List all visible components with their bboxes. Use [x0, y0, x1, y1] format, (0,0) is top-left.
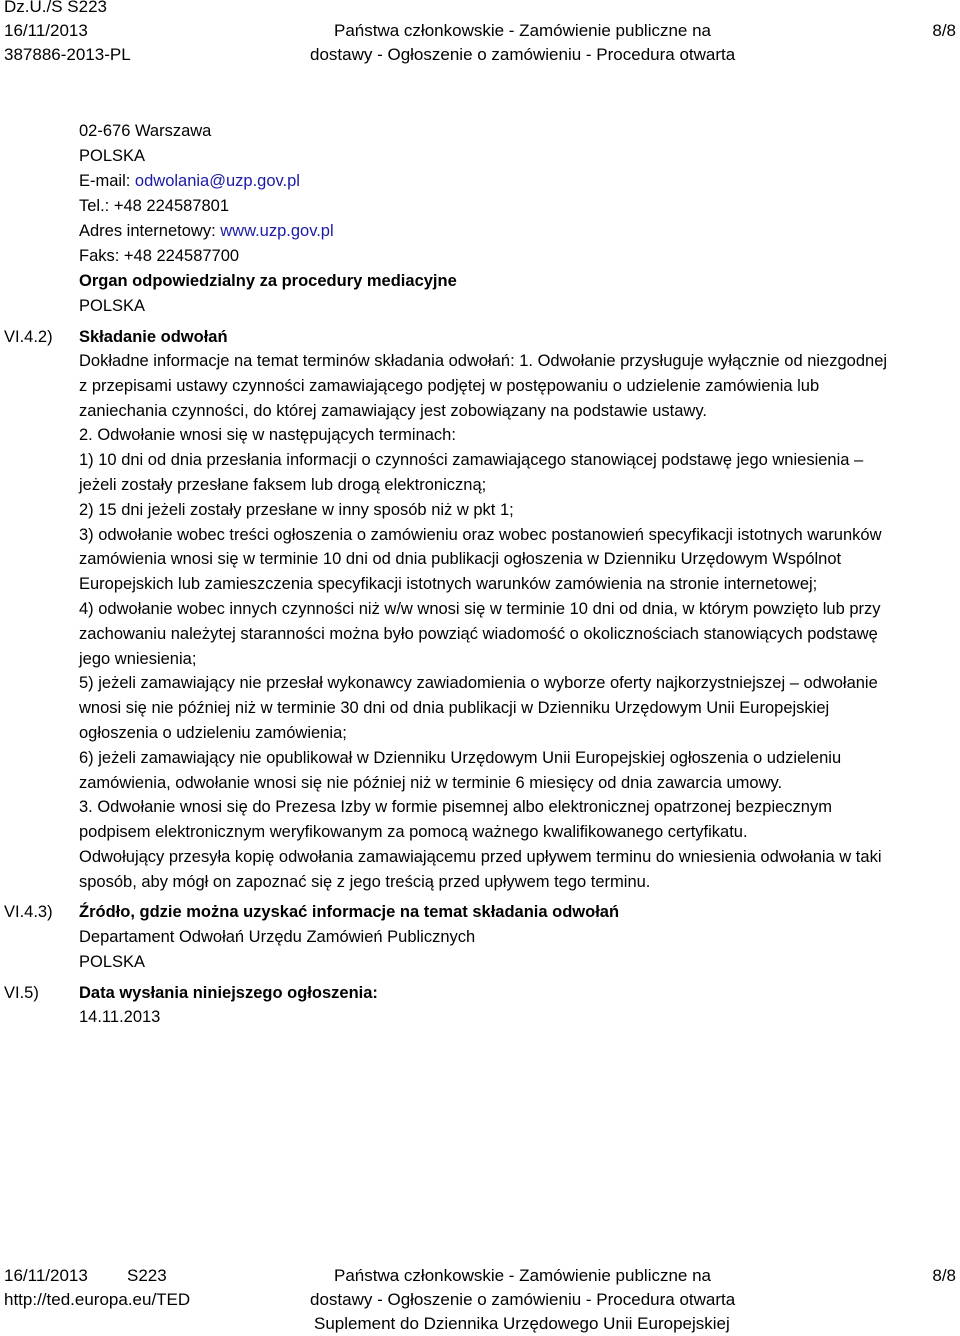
section-vi42-heading: Składanie odwołań	[79, 328, 228, 346]
header-page-number: 8/8	[932, 21, 956, 40]
section-vi42-line: 2. Odwołanie wnosi się w następujących terminach:	[79, 426, 456, 445]
mediation-country: POLSKA	[79, 297, 146, 315]
section-vi43-heading: Źródło, gdzie można uzyskać informacje na temat składania odwołań	[79, 903, 620, 921]
address-city: 02-676 Warszawa	[79, 122, 212, 140]
email-link[interactable]: odwolania@uzp.gov.pl	[134, 172, 300, 190]
section-vi42-line: Dokładne informacje na temat terminów składania odwołań: 1. Odwołanie przysługuje wyłącznie od niezgodnej	[79, 352, 888, 370]
header-title-line2: dostawy - Ogłoszenie o zamówieniu - Procedura otwarta	[310, 45, 736, 64]
section-vi43-number: VI.4.3)	[4, 903, 53, 921]
section-vi42-line: 1) 10 dni od dnia przesłania informacji o czynności zamawiającego stanowiącej podstawę jego wniesienia –	[79, 451, 864, 470]
section-vi42-line: 4) odwołanie wobec innych czynności niż w/w wnosi się w terminie 10 dni od dnia, w którym powzięto lub przy	[79, 600, 881, 618]
section-vi42-line: 3. Odwołanie wnosi się do Prezesa Izby w formie pisemnej albo elektronicznej opatrzonej bezpiecznym	[79, 798, 832, 817]
email-label: E-mail:	[79, 172, 135, 190]
section-vi42-line: ogłoszenia o udzieleniu zamówienia;	[79, 724, 347, 742]
address-country: POLSKA	[79, 147, 146, 165]
section-vi5-date: 14.11.2013	[79, 1008, 161, 1026]
section-vi42-line: zaniechania czynności, do której zamawiający jest zobowiązany na podstawie ustawy.	[79, 401, 707, 420]
mediation-heading: Organ odpowiedzialny za procedury mediacyjne	[79, 272, 457, 290]
section-vi42-line: zamówienia, odwołanie wnosi się nie później niż w terminie 6 miesięcy od dnia zawarcia umowy.	[79, 773, 783, 792]
address-www-row	[79, 219, 334, 243]
section-vi42-line: jego wniesienia;	[79, 649, 197, 668]
footer-url[interactable]: http://ted.europa.eu/TED	[4, 1290, 191, 1309]
footer-issue: S223	[127, 1266, 167, 1285]
section-vi42-line: 3) odwołanie wobec treści ogłoszenia o zamówieniu oraz wobec postanowień specyfikacji istotnych warunków	[79, 525, 882, 544]
section-vi42-line: Europejskich lub zamieszczenia specyfikacji istotnych warunków zamówienia na stronie internetowej;	[79, 575, 818, 594]
section-vi5-heading: Data wysłania niniejszego ogłoszenia:	[79, 984, 378, 1002]
section-vi5-number: VI.5)	[4, 984, 39, 1002]
section-vi42-line: 2) 15 dni jeżeli zostały przesłane w inny sposób niż w pkt 1;	[79, 500, 514, 519]
footer-title-line3: Suplement do Dziennika Urzędowego Unii Europejskiej	[314, 1314, 730, 1333]
section-vi42-line: Odwołujący przesyła kopię odwołania zamawiającemu przed upływem terminu do wniesienia odwołania w taki	[79, 848, 882, 866]
header-notice-id: 387886-2013-PL	[4, 45, 131, 64]
section-vi42-line: zamówienia wnosi się w terminie 10 dni od dnia publikacji ogłoszenia w Dzienniku Urzędowym Wspólnot	[79, 550, 842, 569]
section-vi42-line: 5) jeżeli zamawiający nie przesłał wykonawcy zawiadomienia o wyborze oferty najkorzystniejszej – odwołanie	[79, 674, 878, 693]
address-tel: Tel.: +48 224587801	[79, 197, 230, 215]
footer-title-line2: dostawy - Ogłoszenie o zamówieniu - Procedura otwarta	[310, 1290, 736, 1309]
footer-title-line1: Państwa członkowskie - Zamówienie publiczne na	[334, 1266, 712, 1285]
section-vi42-line: jeżeli zostały przesłane faksem lub drogą elektroniczną;	[79, 476, 487, 494]
section-vi42-line: 6) jeżeli zamawiający nie opublikował w Dzienniku Urzędowym Unii Europejskiej ogłoszenia o udzieleniu	[79, 748, 842, 767]
footer-date: 16/11/2013	[4, 1266, 88, 1285]
header-title-line1: Państwa członkowskie - Zamówienie publiczne na	[334, 21, 712, 40]
section-vi42-line: wnosi się nie później niż w terminie 30 dni od dnia publikacji w Dzienniku Urzędowym Unii Europejskiej	[79, 699, 830, 718]
section-vi42-line: z przepisami ustawy czynności zamawiającego podjętej w postępowaniu o udzielenie zamówienia lub	[79, 376, 820, 395]
section-vi42-line: zachowaniu należytej staranności można było powziąć wiadomość o okolicznościach stanowiących podstawę	[79, 624, 878, 643]
footer-page-number: 8/8	[932, 1266, 956, 1285]
header-journal-ref: Dz.U./S S223	[4, 0, 107, 16]
section-vi42-line: podpisem elektronicznym weryfikowanym za pomocą ważnego kwalifikowanego certyfikatu.	[79, 823, 748, 842]
section-vi43-org: Departament Odwołań Urzędu Zamówień Publicznych	[79, 928, 476, 946]
section-vi43-country: POLSKA	[79, 953, 146, 971]
www-label: Adres internetowy:	[79, 222, 221, 240]
header-date: 16/11/2013	[4, 21, 88, 40]
address-email-row	[79, 169, 300, 193]
section-vi42-line: sposób, aby mógł on zapoznać się z jego treścią przed upływem tego terminu.	[79, 872, 651, 891]
section-vi42-number: VI.4.2)	[4, 328, 53, 346]
www-link[interactable]: www.uzp.gov.pl	[220, 222, 334, 240]
address-fax: Faks: +48 224587700	[79, 247, 240, 265]
